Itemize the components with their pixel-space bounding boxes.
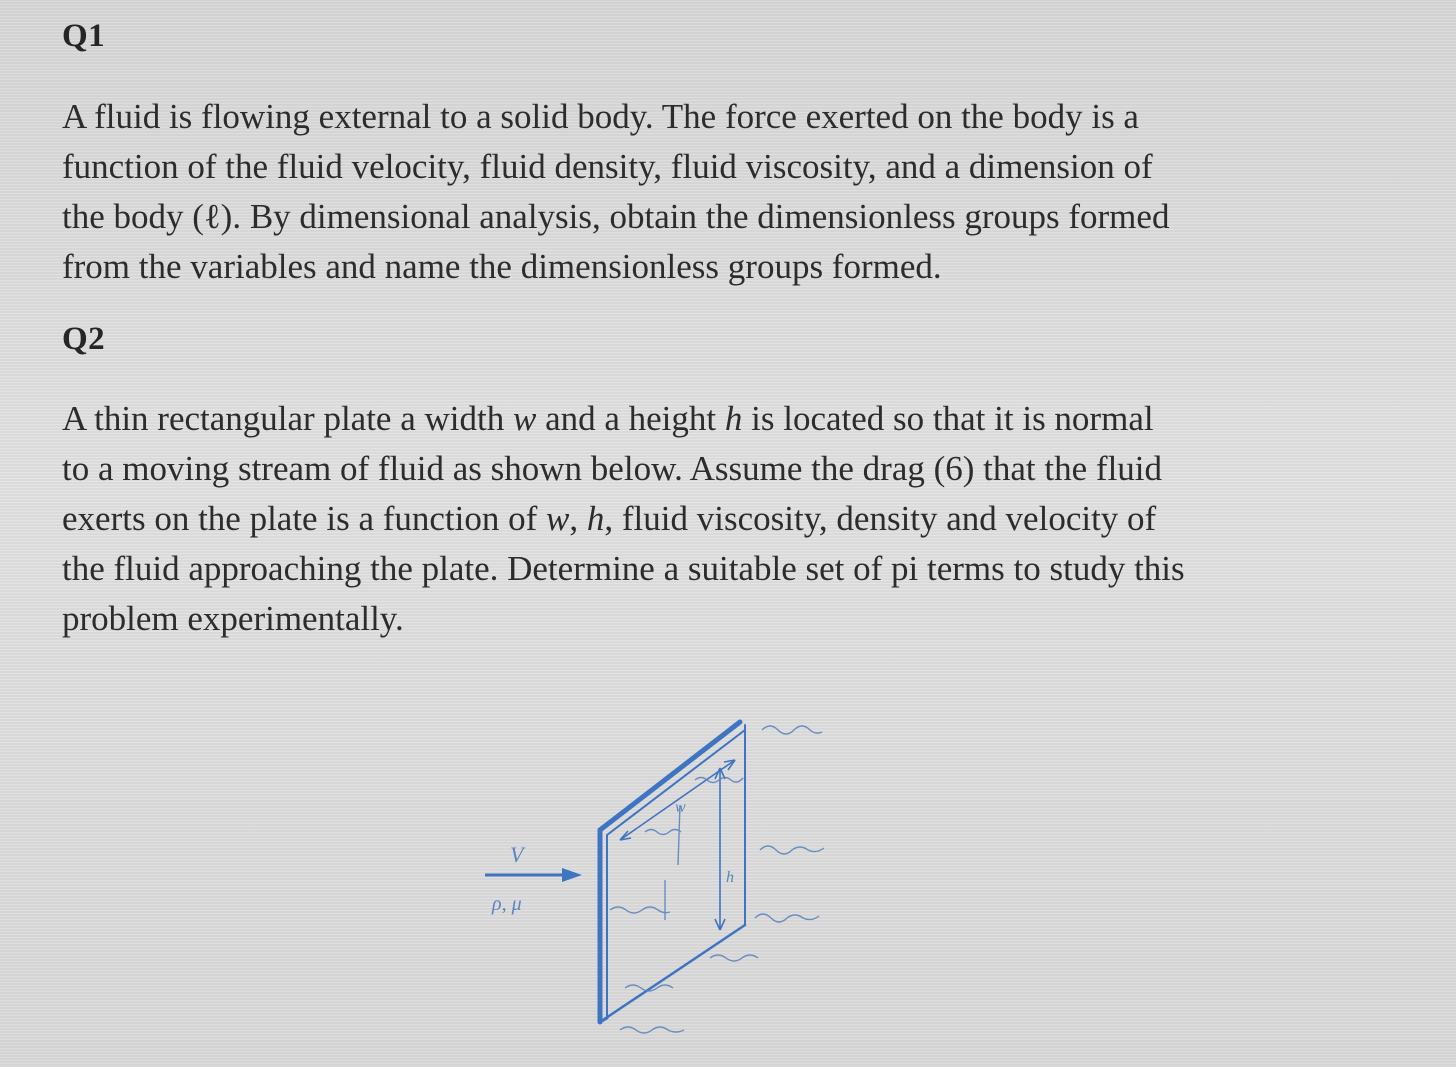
plate-figure: [470, 700, 890, 1045]
fluid-properties-label: ρ, μ: [492, 893, 522, 915]
q2-line-2: to a moving stream of fluid as shown below. Assume the drag (6) that the fluid: [62, 449, 1163, 488]
dimension-lines: [620, 760, 735, 930]
q2-question-text: [62, 394, 1282, 644]
plate-top-edge-inner: [607, 730, 745, 835]
q2-line-4: the fluid approaching the plate. Determine a suitable set of pi terms to study this: [62, 549, 1185, 588]
q1-line-4: from the variables and name the dimensionless groups formed.: [62, 247, 942, 286]
q1-line-1: A fluid is flowing external to a solid body. The force exerted on the body is a: [62, 97, 1139, 136]
q2-line-5: problem experimentally.: [62, 599, 404, 638]
q1-heading: Q1: [62, 18, 106, 54]
plate-diagram: [470, 700, 890, 1045]
q1-line-2: function of the fluid velocity, fluid density, fluid viscosity, and a dimension of: [62, 147, 1153, 186]
plate: [600, 722, 745, 1022]
width-dimension-arrow-2: [724, 760, 735, 770]
q2-heading: Q2: [62, 321, 106, 357]
velocity-arrow-head: [562, 868, 582, 882]
q2-line-1: A thin rectangular plate a width w and a height h is located so that it is normal: [62, 399, 1154, 438]
plate-bottom-edge: [600, 925, 745, 1022]
height-label: h: [726, 869, 734, 886]
q2-line-3: exerts on the plate is a function of w, h, fluid viscosity, density and velocity of: [62, 499, 1157, 538]
q1-line-3: the body (ℓ). By dimensional analysis, obtain the dimensionless groups formed: [62, 197, 1170, 236]
velocity-arrow: [485, 868, 582, 882]
velocity-label: V: [510, 842, 524, 867]
q1-question-text: [62, 92, 1282, 292]
plate-top-edge: [600, 722, 740, 830]
width-label: w: [675, 799, 686, 816]
